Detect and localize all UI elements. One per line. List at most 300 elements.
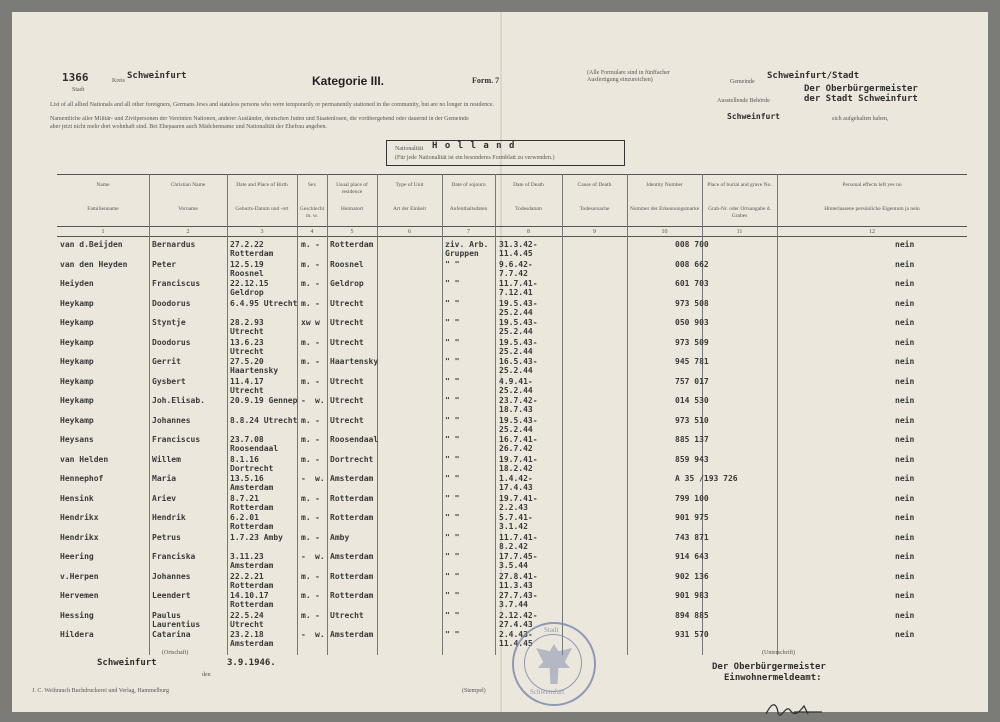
person-identity-number: 008 662 — [675, 259, 709, 269]
person-sex-m: m. — [301, 259, 311, 269]
person-sex-m: m. — [301, 454, 311, 464]
person-residence: Amsterdam — [330, 630, 374, 639]
table-row — [57, 357, 967, 377]
person-sex-m: m. — [301, 298, 311, 308]
person-unit-type: " " — [445, 376, 460, 386]
intro-place: Schweinfurt — [727, 112, 780, 121]
person-surname: Hildera — [60, 630, 94, 639]
person-surname: van d.Beijden — [60, 240, 123, 249]
person-unit-type: " " — [445, 279, 460, 288]
person-residence: Geldrop — [330, 279, 364, 288]
form-number: Form. 7 — [472, 76, 500, 85]
person-residence: Roosnel — [330, 259, 364, 269]
person-birth: 8.8.24 Utrecht — [230, 415, 298, 425]
person-unit-type: " " — [445, 513, 460, 522]
column-subheader-9: Todesursache — [579, 206, 610, 212]
person-sex-m: m. — [301, 240, 311, 249]
person-unit-type: " " — [445, 474, 460, 483]
table-row — [57, 572, 967, 592]
table-row — [57, 611, 967, 631]
person-first-name: Maria — [152, 474, 177, 483]
person-effects: nein — [895, 454, 915, 464]
persons-table — [57, 174, 967, 655]
person-surname: Heykamp — [60, 415, 94, 425]
person-effects: nein — [895, 396, 915, 405]
person-effects: nein — [895, 493, 915, 503]
column-number-8: 8 — [527, 229, 530, 235]
person-surname: Hensink — [60, 493, 94, 503]
person-residence: Rotterdam — [330, 513, 374, 522]
nationality-value: H o l l a n d — [432, 141, 516, 151]
person-sex-m: m. — [301, 376, 311, 386]
column-number-5: 5 — [350, 229, 354, 235]
table-row — [57, 591, 967, 611]
person-first-name: Gerrit — [152, 357, 181, 366]
person-unit-type: " " — [445, 610, 460, 620]
person-first-name: Styntje — [152, 318, 186, 327]
person-first-name: Doodorus — [152, 337, 191, 347]
person-identity-number: 601 703 — [675, 279, 709, 288]
person-sojourn-dates: 1.4.42- 17.4.43 — [499, 474, 533, 492]
person-birth: 11.4.17 Utrecht — [230, 376, 264, 395]
person-identity-number: 894 885 — [675, 610, 709, 620]
footer-date: 3.9.1946. — [227, 658, 276, 668]
person-effects: nein — [895, 298, 915, 308]
person-surname: Heykamp — [60, 298, 94, 308]
person-sojourn-dates: 11.7.41- 7.12.41 — [499, 279, 538, 297]
gemeinde-label: Gemeinde — [730, 79, 755, 85]
person-sex-m: m. — [301, 337, 311, 347]
person-birth: 8.7.21 Rotterdam — [230, 493, 274, 512]
person-sojourn-dates: 17.7.45- 3.5.44 — [499, 552, 538, 570]
person-sex-w: - — [315, 240, 320, 249]
table-row — [57, 513, 967, 533]
person-surname: Heykamp — [60, 357, 94, 366]
column-number-2: 2 — [186, 229, 190, 235]
person-surname: Hennephof — [60, 474, 104, 483]
person-first-name: Hendrik — [152, 513, 186, 522]
person-sex-m: m. — [301, 571, 311, 581]
person-sex-m: - — [301, 630, 306, 639]
person-effects: nein — [895, 630, 915, 639]
table-row — [57, 240, 967, 260]
person-effects: nein — [895, 591, 915, 600]
person-residence: Rotterdam — [330, 240, 374, 249]
person-sojourn-dates: 19.5.43- 25.2.44 — [499, 318, 538, 336]
person-identity-number: 799 100 — [675, 493, 709, 503]
column-subheader-5: Heimatort — [340, 206, 364, 212]
person-surname: Hervemen — [60, 591, 99, 600]
column-subheader-2: Vorname — [178, 206, 198, 212]
table-row — [57, 435, 967, 455]
person-effects: nein — [895, 532, 915, 542]
person-sojourn-dates: 19.5.43- 25.2.44 — [499, 298, 538, 317]
person-birth: 28.2.93 Utrecht — [230, 318, 264, 336]
person-residence: Amsterdam — [330, 474, 374, 483]
column-subheader-11: Grab-Nr. oder Ortsangabe d. Grabes — [708, 206, 771, 219]
table-row — [57, 377, 967, 397]
top-number: 1366 — [62, 71, 89, 84]
person-surname: Heykamp — [60, 376, 94, 386]
person-first-name: Bernardus — [152, 240, 196, 249]
person-sex-m: m. — [301, 591, 311, 600]
person-identity-number: A 35 /193 726 — [675, 474, 738, 483]
person-birth: 23.2.18 Amsterdam — [230, 630, 274, 648]
person-surname: Heykamp — [60, 337, 94, 347]
column-header-12: Personal effects left yes no — [842, 182, 902, 188]
printer-line: J. C. Weihrauch Buchdruckerei und Verlag, Hammelburg — [32, 688, 169, 694]
person-surname: van Helden — [60, 454, 109, 464]
person-identity-number: 973 510 — [675, 415, 709, 425]
person-sojourn-dates: 16.7.41- 26.7.42 — [499, 435, 538, 453]
column-header-1: Name — [96, 182, 110, 188]
person-sex-w: w. — [315, 630, 325, 639]
person-sex-m: m. — [301, 435, 311, 444]
person-surname: Heiyden — [60, 279, 94, 288]
person-sex-m: m. — [301, 532, 311, 542]
intro-english: List of all allied Nationals and all other foreigners, Germans Jews and stateless persons who were temporarily or permanently stationed in the community, but are no longer in residence. — [50, 102, 494, 108]
behoerde-value-1: Der Oberbürgermeister — [804, 84, 918, 94]
person-unit-type: " " — [445, 630, 460, 639]
person-unit-type: ziv. Arb. Gruppen — [445, 240, 489, 258]
person-first-name: Catarina — [152, 630, 191, 639]
person-sex-m: m. — [301, 357, 311, 366]
person-surname: Hessing — [60, 610, 94, 620]
table-row — [57, 630, 967, 650]
person-first-name: Peter — [152, 259, 177, 269]
column-number-1: 1 — [101, 229, 105, 235]
person-sojourn-dates: 9.6.42- 7.7.42 — [499, 259, 533, 278]
person-unit-type: " " — [445, 357, 460, 366]
person-effects: nein — [895, 357, 915, 366]
person-first-name: Johannes — [152, 415, 191, 425]
person-surname: Heykamp — [60, 396, 94, 405]
person-sex-m: m. — [301, 610, 311, 620]
person-sex-w: w. — [315, 396, 325, 405]
person-residence: Utrecht — [330, 396, 364, 405]
intro-german-end: sich aufgehalten haben, — [832, 116, 889, 122]
handwritten-signature — [764, 700, 824, 718]
table-row — [57, 338, 967, 358]
person-unit-type: " " — [445, 435, 460, 444]
person-sojourn-dates: 4.9.41- 25.2.44 — [499, 376, 533, 395]
person-unit-type: " " — [445, 298, 460, 308]
person-surname: v.Herpen — [60, 571, 99, 581]
table-row — [57, 474, 967, 494]
person-birth: 20.9.19 Gennep — [230, 396, 298, 405]
person-sojourn-dates: 19.7.41- 18.2.42 — [499, 454, 538, 473]
person-unit-type: " " — [445, 532, 460, 542]
person-identity-number: 885 137 — [675, 435, 709, 444]
column-number-12: 12 — [869, 229, 875, 235]
official-seal — [512, 622, 596, 706]
table-row — [57, 299, 967, 319]
person-effects: nein — [895, 571, 915, 581]
document-sheet — [12, 12, 988, 712]
column-subheader-7: Aufenthaltsdaten — [449, 206, 488, 212]
person-sex-w: - — [315, 610, 320, 620]
column-number-11: 11 — [736, 229, 743, 235]
column-subheader-10: Nummer der Erkennungsmarke — [629, 206, 700, 212]
person-sex-w: w — [315, 318, 320, 327]
person-sojourn-dates: 16.5.43- 25.2.44 — [499, 357, 538, 375]
nationality-note: (Für jede Nationalität ist ein besonderes Formblatt zu verwenden.) — [395, 155, 555, 161]
place-caption: (Ortschaft) — [162, 650, 189, 656]
person-surname: Hendrikx — [60, 513, 99, 522]
stadt-label: Stadt — [72, 87, 85, 93]
person-surname: Heysans — [60, 435, 94, 444]
column-header-5: Usual place of residence — [336, 182, 368, 195]
column-subheader-1: Familienname — [87, 206, 119, 212]
person-residence: Utrecht — [330, 298, 364, 308]
person-effects: nein — [895, 474, 915, 483]
person-sex-m: m. — [301, 493, 311, 503]
person-residence: Haartensky — [330, 357, 379, 366]
column-header-11: Place of burial and grave No. — [707, 182, 772, 188]
column-number-4: 4 — [310, 229, 314, 235]
nationality-box — [386, 140, 625, 166]
person-first-name: Gysbert — [152, 376, 186, 386]
column-subheader-4: Geschlecht m. w. — [299, 206, 325, 219]
person-first-name: Paulus Laurentius — [152, 610, 201, 629]
stamp-caption: (Stempel) — [462, 688, 486, 694]
person-birth: 22.12.15 Geldrop — [230, 279, 269, 297]
person-unit-type: " " — [445, 259, 460, 269]
table-row — [57, 552, 967, 572]
person-sex-w: - — [315, 454, 320, 464]
person-sex-w: - — [315, 415, 320, 425]
person-identity-number: 901 983 — [675, 591, 709, 600]
person-sex-m: m. — [301, 513, 311, 522]
column-subheader-6: Art der Einheit — [393, 206, 426, 212]
intro-german-1: Namentliche aller Militär- und Zivilpersonen der Vereinten Nationen, anderer Ausländer, deutschen Juden und Staatenlosen, die vorübergehend oder dauernd in der Gemeinde — [50, 116, 469, 122]
person-effects: nein — [895, 259, 915, 269]
person-sex-m: m. — [301, 279, 311, 288]
person-birth: 23.7.08 Roosendaal — [230, 435, 279, 453]
person-identity-number: 008 700 — [675, 240, 709, 249]
person-sojourn-dates: 19.7.41- 2.2.43 — [499, 493, 538, 512]
person-birth: 27.5.20 Haartensky — [230, 357, 279, 375]
person-birth: 6.2.01 Rotterdam — [230, 513, 274, 531]
person-first-name: Joh.Elisab. — [152, 396, 205, 405]
person-residence: Utrecht — [330, 318, 364, 327]
person-sex-m: - — [301, 552, 306, 561]
column-header-10: Identity Number — [646, 182, 683, 188]
person-first-name: Leendert — [152, 591, 191, 600]
person-sex-m: - — [301, 474, 306, 483]
column-number-9: 9 — [593, 229, 596, 235]
person-effects: nein — [895, 610, 915, 620]
person-residence: Rotterdam — [330, 591, 374, 600]
person-sex-m: m. — [301, 415, 311, 425]
person-unit-type: " " — [445, 571, 460, 581]
person-sojourn-dates: 2.12.42- 27.4.43 — [499, 610, 538, 629]
person-sex-w: - — [315, 298, 320, 308]
person-effects: nein — [895, 513, 915, 522]
person-sojourn-dates: 23.7.42- 18.7.43 — [499, 396, 538, 414]
person-sex-w: w. — [315, 474, 325, 483]
person-sex-w: - — [315, 376, 320, 386]
person-first-name: Franciska — [152, 552, 196, 561]
column-header-6: Type of Unit — [395, 182, 424, 188]
person-sex-w: - — [315, 532, 320, 542]
person-effects: nein — [895, 435, 915, 444]
person-unit-type: " " — [445, 318, 460, 327]
column-number-6: 6 — [408, 229, 411, 235]
person-unit-type: " " — [445, 337, 460, 347]
person-surname: Heykamp — [60, 318, 94, 327]
gemeinde-value: Schweinfurt/Stadt — [767, 71, 860, 81]
person-birth: 22.2.21 Rotterdam — [230, 571, 274, 590]
person-residence: Amsterdam — [330, 552, 374, 561]
column-number-7: 7 — [467, 229, 470, 235]
person-identity-number: 914 643 — [675, 552, 709, 561]
table-row — [57, 260, 967, 280]
person-identity-number: 014 530 — [675, 396, 709, 405]
person-effects: nein — [895, 240, 915, 249]
stamp-text-top: Stadt — [544, 626, 559, 634]
column-subheader-12: Hinterlassene persönliche Eigentum ja nein — [824, 206, 920, 212]
behoerde-value-2: der Stadt Schweinfurt — [804, 94, 918, 104]
table-row — [57, 494, 967, 514]
person-first-name: Franciscus — [152, 435, 201, 444]
person-first-name: Doodorus — [152, 298, 191, 308]
person-first-name: Franciscus — [152, 279, 201, 288]
person-unit-type: " " — [445, 493, 460, 503]
person-identity-number: 859 943 — [675, 454, 709, 464]
behoerde-label: Ausstellende Behörde — [717, 98, 770, 104]
person-residence: Utrecht — [330, 337, 364, 347]
kreis-value: Schweinfurt — [127, 71, 187, 81]
person-sojourn-dates: 27.7.43- 3.7.44 — [499, 591, 538, 609]
person-identity-number: 973 509 — [675, 337, 709, 347]
signature-caption: (Unterschrift) — [762, 650, 795, 656]
person-birth: 13.6.23 Utrecht — [230, 337, 264, 356]
stamp-text-bottom: Schweinfurt — [530, 688, 565, 696]
column-subheader-3: Geburts-Datum und -ort — [235, 206, 289, 212]
intro-german-2: aber jetzt nicht mehr dort wohnhaft sind. Bei Ehepaaren auch Mädchenname und Nationalität der Ehefrau angeben. — [50, 124, 328, 130]
table-row — [57, 455, 967, 475]
person-sex-m: xw — [301, 318, 311, 327]
table-row — [57, 533, 967, 553]
person-first-name: Petrus — [152, 532, 181, 542]
column-header-9: Cause of Death — [577, 182, 612, 188]
table-row — [57, 318, 967, 338]
person-birth: 22.5.24 Utrecht — [230, 610, 264, 629]
column-header-4: Sex — [307, 182, 317, 188]
column-header-2: Christian Name — [170, 182, 206, 188]
person-sex-w: - — [315, 279, 320, 288]
person-sex-w: - — [315, 571, 320, 581]
column-number-3: 3 — [260, 229, 264, 235]
person-residence: Roosendaal — [330, 435, 379, 444]
person-residence: Utrecht — [330, 376, 364, 386]
person-birth: 12.5.19 Roosnel — [230, 259, 264, 278]
kreis-label: Kreis — [112, 78, 125, 84]
person-birth: 27.2.22 Rotterdam — [230, 240, 274, 258]
person-unit-type: " " — [445, 415, 460, 425]
column-header-3: Date and Place of Birth — [236, 182, 288, 188]
person-surname: van den Heyden — [60, 259, 128, 269]
person-sex-w: - — [315, 513, 320, 522]
person-unit-type: " " — [445, 552, 460, 561]
person-residence: Utrecht — [330, 610, 364, 620]
person-birth: 6.4.95 Utrecht — [230, 298, 298, 308]
person-effects: nein — [895, 552, 915, 561]
person-unit-type: " " — [445, 396, 460, 405]
nationality-label: Nationalität — [395, 146, 424, 152]
person-birth: 14.10.17 Rotterdam — [230, 591, 274, 609]
footer-den: den — [202, 672, 211, 678]
person-first-name: Johannes — [152, 571, 191, 581]
person-residence: Dortrecht — [330, 454, 374, 464]
person-sojourn-dates: 19.5.43- 25.2.44 — [499, 415, 538, 434]
person-residence: Utrecht — [330, 415, 364, 425]
person-first-name: Ariev — [152, 493, 177, 503]
person-first-name: Willem — [152, 454, 181, 464]
person-surname: Hendrikx — [60, 532, 99, 542]
table-row — [57, 416, 967, 436]
person-identity-number: 945 781 — [675, 357, 709, 366]
person-sex-m: - — [301, 396, 306, 405]
person-sex-w: - — [315, 493, 320, 503]
person-identity-number: 973 508 — [675, 298, 709, 308]
person-effects: nein — [895, 318, 915, 327]
column-header-8: Date of Death — [513, 182, 544, 188]
signer-title: Der Oberbürgermeister — [712, 662, 826, 672]
person-sex-w: - — [315, 259, 320, 269]
person-sojourn-dates: 27.8.41- 11.3.43 — [499, 571, 538, 590]
footer-place: Schweinfurt — [97, 658, 157, 668]
person-identity-number: 743 871 — [675, 532, 709, 542]
person-sex-w: w. — [315, 552, 325, 561]
person-sex-w: - — [315, 357, 320, 366]
person-sojourn-dates: 11.7.41- 8.2.42 — [499, 532, 538, 551]
person-effects: nein — [895, 376, 915, 386]
column-header-7: Date of sojourn — [451, 182, 486, 188]
person-identity-number: 901 975 — [675, 513, 709, 522]
person-effects: nein — [895, 415, 915, 425]
person-identity-number: 050 903 — [675, 318, 709, 327]
person-birth: 1.7.23 Amby — [230, 532, 283, 542]
column-subheader-8: Todesdatum — [515, 206, 542, 212]
person-identity-number: 757 017 — [675, 376, 709, 386]
table-row — [57, 279, 967, 299]
person-residence: Amby — [330, 532, 350, 542]
person-effects: nein — [895, 337, 915, 347]
person-identity-number: 902 136 — [675, 571, 709, 581]
column-number-10: 10 — [661, 229, 668, 235]
person-sojourn-dates: 5.7.41- 3.1.42 — [499, 513, 533, 531]
kategorie-title: Kategorie III. — [312, 74, 385, 88]
person-unit-type: " " — [445, 454, 460, 464]
table-row — [57, 396, 967, 416]
person-sojourn-dates: 2.4.43- 11.4.45 — [499, 630, 533, 648]
person-surname: Heering — [60, 552, 94, 561]
person-effects: nein — [895, 279, 915, 288]
form-note: (Alle Formulare sind in fünffacher Ausfertigung einzureichen) — [587, 70, 670, 83]
person-unit-type: " " — [445, 591, 460, 600]
person-birth: 13.5.16 Amsterdam — [230, 474, 274, 492]
person-birth: 3.11.23 Amsterdam — [230, 552, 274, 570]
person-sex-w: - — [315, 435, 320, 444]
person-residence: Rotterdam — [330, 571, 374, 581]
person-identity-number: 931 570 — [675, 630, 709, 639]
person-sex-w: - — [315, 591, 320, 600]
person-sojourn-dates: 19.5.43- 25.2.44 — [499, 337, 538, 356]
person-residence: Rotterdam — [330, 493, 374, 503]
person-sex-w: - — [315, 337, 320, 347]
